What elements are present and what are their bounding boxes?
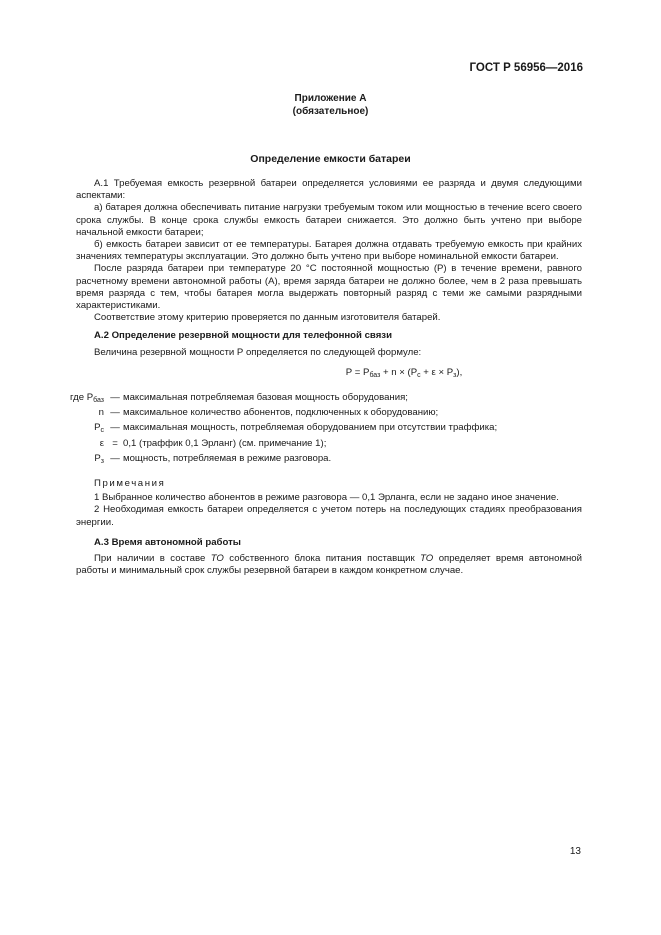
definition-item: $Р_з$ — мощность, потребляемая в режиме разговора. (94, 452, 332, 465)
power-formula: $Р = Р_{баз} + n \times (Р_c + \varepsilon \times Р_з)$, (345, 366, 463, 379)
notes-heading: Примечания (94, 478, 166, 490)
annex-subtitle: (обязательное) (292, 106, 369, 117)
definition-item: n — максимальное количество абонентов, подключенных к оборудованию; (98, 407, 439, 419)
paragraph-a1: А.1 Требуемая емкость резервной батареи определяется условиями ее разряда и двумя следующими аспектами: (76, 178, 582, 202)
document-code: ГОСТ Р 56956—2016 (469, 62, 583, 74)
annex-title: Приложение А (294, 93, 367, 104)
paragraph-compliance: Соответствие этому критерию проверяется по данным изготовителя батарей. (94, 312, 441, 324)
definitions-list (46, 392, 582, 468)
note-1: 1 Выбранное количество абонентов в режиме разговора — 0,1 Эрланга, если не задано иное значение. (94, 492, 559, 504)
paragraph-discharge: После разряда батареи при температуре 20 °С постоянной мощностью (Р) в течение времени, равного расчетному времени автономной работы (А), время заряда батареи не должно более, чем в 2 раза превышать время разряда с тем, чтобы батарея могла выдержать повторный разряд с теми же самыми разрядными характеристиками. (76, 263, 582, 312)
definition-item: $Р_c$ — максимальная мощность, потребляемая оборудованием при отсутствии траффика; (94, 422, 498, 435)
definition-item: ε = 0,1 (траффик 0,1 Эрланг) (см. примечание 1); (99, 437, 327, 449)
formula-lead: Величина резервной мощности Р определяется по следующей формуле: (94, 346, 422, 358)
paragraph-a: а) батарея должна обеспечивать питание нагрузки требуемым током или мощностью в течение всего своего срока службы. В конце срока службы емкость батареи снижается. Это должно быть учтено при выборе начальной емкости батареи; (76, 202, 582, 238)
main-title: Определение емкости батареи (250, 153, 411, 165)
page-number: 13 (569, 846, 581, 857)
paragraph-a3: При наличии в составе ТО собственного блока питания поставщик ТО определяет время автономной работы и минимальный срок службы резервной батареи в каждом конкретном случае. (76, 553, 582, 577)
paragraph-b: б) емкость батареи зависит от ее температуры. Батарея должна отдавать требуемую емкость при крайних значениях температуры эксплуатации. Это должно быть учтено при выборе номинальной емкости батареи. (76, 239, 582, 263)
definition-item: где $Р_{баз}$ — максимальная потребляемая базовая мощность оборудования; (70, 392, 408, 405)
annex-heading (0, 92, 661, 118)
section-a3-title: А.3 Время автономной работы (94, 536, 241, 548)
note-2: 2 Необходимая емкость батареи определяется с учетом потерь на последующих стадиях преобразования энергии. (76, 504, 582, 528)
document-body (70, 178, 582, 577)
section-a2-title: А.2 Определение резервной мощности для телефонной связи (94, 330, 392, 342)
